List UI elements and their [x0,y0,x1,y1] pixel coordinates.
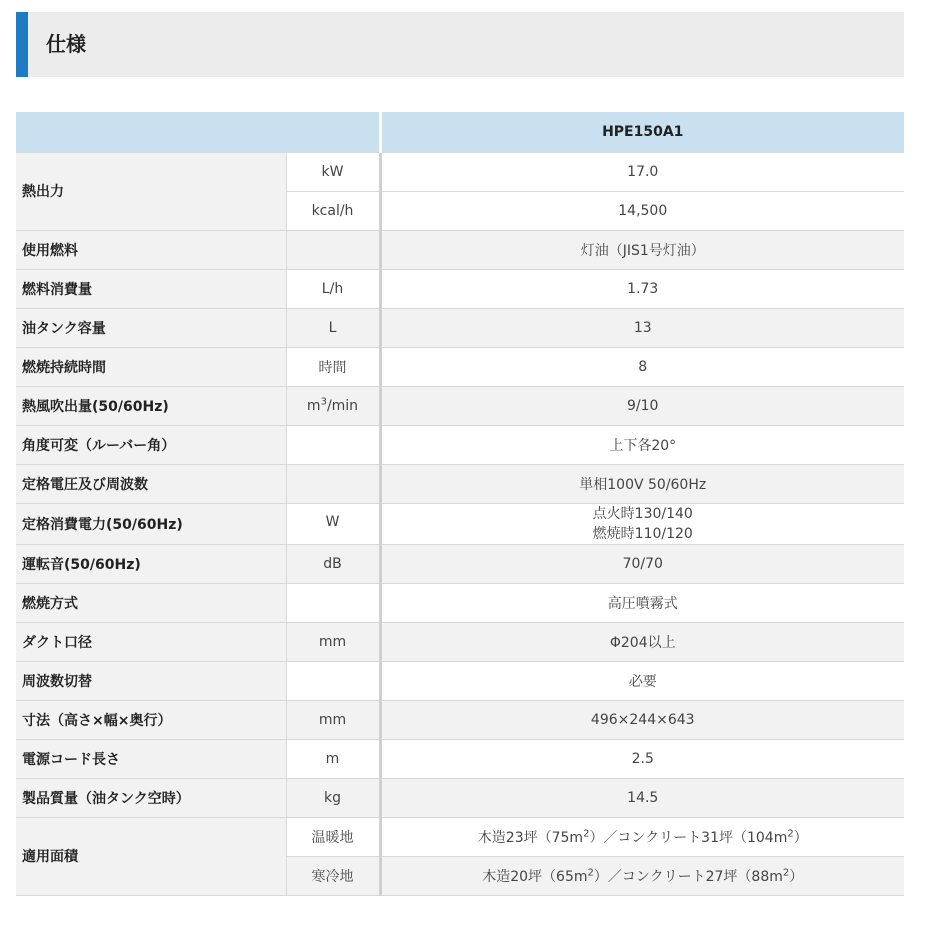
value-line-1: 点火時130/140 [592,505,693,522]
row-value: 8 [380,347,904,386]
row-value: 1.73 [380,269,904,308]
row-unit [286,661,380,700]
value-part-c: ） [789,868,804,885]
row-unit [286,583,380,622]
row-label: 定格消費電力(50/60Hz) [16,503,286,544]
value-sup-a: 2 [587,866,594,878]
row-unit: kW [286,152,380,191]
table-row [16,778,904,817]
row-label: 寸法（高さ×幅×奥行） [16,700,286,739]
row-unit: mm [286,622,380,661]
row-label: 製品質量（油タンク空時） [16,778,286,817]
row-unit: m [286,739,380,778]
table-row [16,308,904,347]
row-label: 油タンク容量 [16,308,286,347]
row-unit [286,425,380,464]
row-unit [286,230,380,269]
row-value: Φ204以上 [380,622,904,661]
value-line-2: 燃焼時110/120 [592,525,693,542]
section-heading [16,12,904,77]
row-unit: 時間 [286,347,380,386]
table-row [16,700,904,739]
row-value: 9/10 [380,386,904,425]
value-sup-b: 2 [782,866,790,878]
row-unit: dB [286,544,380,583]
row-value: 上下各20° [380,425,904,464]
row-label: 電源コード長さ [16,739,286,778]
row-label: 使用燃料 [16,230,286,269]
row-value: 2.5 [380,739,904,778]
spec-table [16,112,904,896]
value-part-b: ）／コンクリート31坪（104m [589,829,788,846]
value-part-a: 木造23坪（75m [477,829,584,846]
row-unit: W [286,503,380,544]
table-row [16,269,904,308]
row-unit: 寒冷地 [286,856,380,895]
heading-accent-bar [16,12,28,77]
row-value: 496×244×643 [380,700,904,739]
table-row [16,230,904,269]
row-unit: kcal/h [286,191,380,230]
row-unit [286,464,380,503]
table-row [16,503,904,544]
table-row [16,425,904,464]
table-row [16,544,904,583]
table-row [16,622,904,661]
row-label: 周波数切替 [16,661,286,700]
section-title: 仕様 [46,32,86,56]
table-row [16,817,904,856]
row-unit: 温暖地 [286,817,380,856]
row-label: 燃焼方式 [16,583,286,622]
row-label: 適用面積 [16,817,286,895]
row-label: ダクト口径 [16,622,286,661]
table-row [16,583,904,622]
row-value [380,503,904,544]
table-header-row [16,112,904,152]
unit-suffix: /min [326,397,359,414]
row-value: 14.5 [380,778,904,817]
row-label: 角度可変（ルーバー角） [16,425,286,464]
row-value [380,856,904,895]
header-blank-cell [16,112,380,152]
model-name: HPE150A1 [380,112,904,152]
row-label: 運転音(50/60Hz) [16,544,286,583]
row-label: 燃料消費量 [16,269,286,308]
row-value: 灯油（JIS1号灯油） [380,230,904,269]
row-value: 必要 [380,661,904,700]
value-part-a: 木造20坪（65m [482,868,588,885]
row-unit [286,386,380,425]
table-row [16,661,904,700]
row-value: 単相100V 50/60Hz [380,464,904,503]
row-unit: L [286,308,380,347]
table-row [16,347,904,386]
table-row [16,739,904,778]
table-row [16,386,904,425]
row-value [380,817,904,856]
row-unit: kg [286,778,380,817]
row-label: 燃焼持続時間 [16,347,286,386]
value-sup-a: 2 [583,827,590,839]
row-value: 70/70 [380,544,904,583]
table-row [16,464,904,503]
table-row [16,152,904,191]
row-label: 熱出力 [16,152,286,230]
value-part-b: ）／コンクリート27坪（88m [593,868,783,885]
unit-prefix: m [306,397,321,414]
row-unit: L/h [286,269,380,308]
unit-superscript: 3 [320,395,327,407]
value-sup-b: 2 [787,827,794,839]
value-part-c: ） [793,829,808,846]
row-value: 高圧噴霧式 [380,583,904,622]
row-value: 13 [380,308,904,347]
row-value: 14,500 [380,191,904,230]
row-unit: mm [286,700,380,739]
row-label: 熱風吹出量(50/60Hz) [16,386,286,425]
row-value: 17.0 [380,152,904,191]
row-label: 定格電圧及び周波数 [16,464,286,503]
